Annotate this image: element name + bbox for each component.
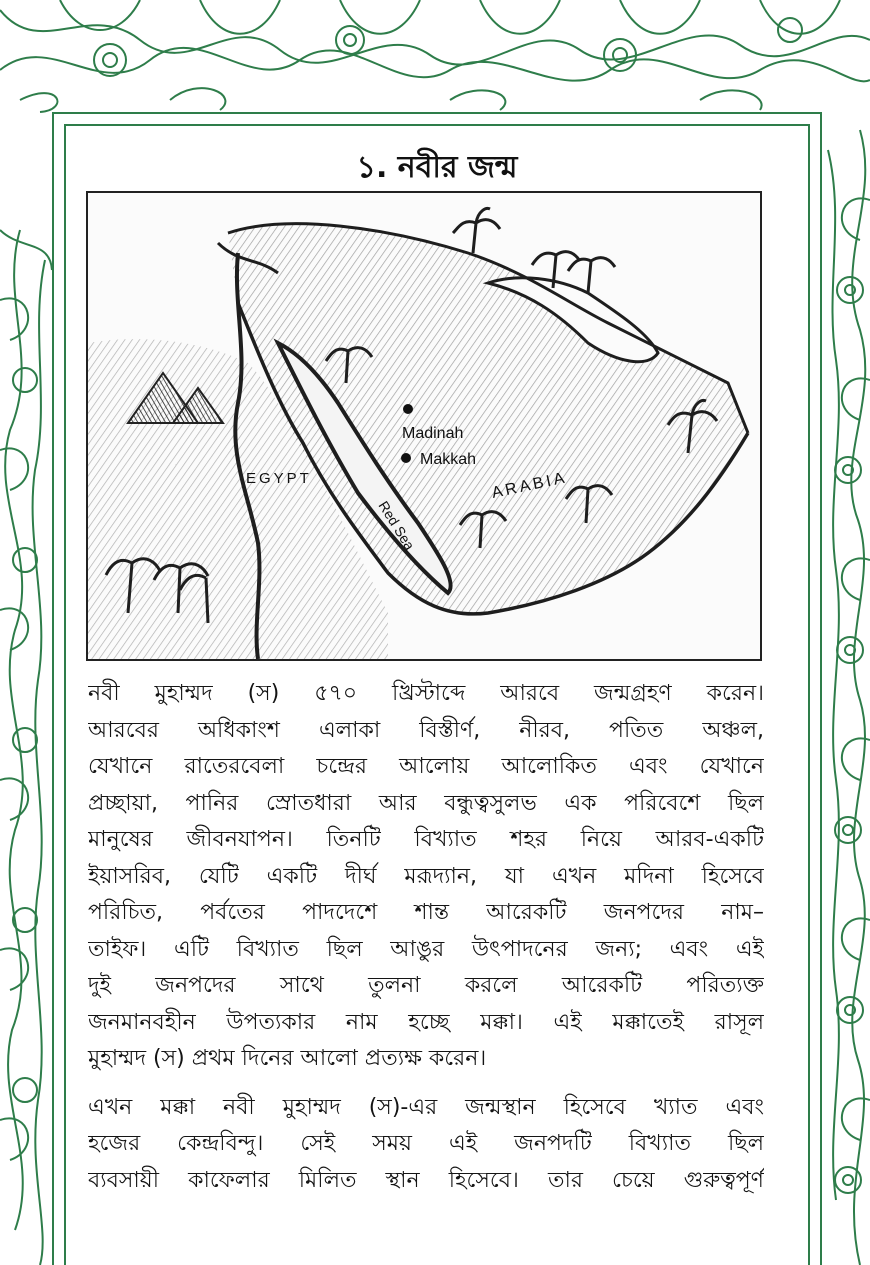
label-arabia: ARABIA: [490, 469, 569, 502]
text-line: মুহাম্মদ (স) প্রথম দিনের আলো প্রত্যক্ষ করেন।: [88, 1046, 487, 1071]
text-line: ব্যবসায়ী কাফেলার মিলিত স্থান হিসেবে। তার চেয়ে গুরুত্বপূর্ণ: [88, 1167, 764, 1193]
chapter-body: [88, 676, 764, 1199]
paragraph-2: [88, 1090, 764, 1200]
chapter-title: ১. নবীর জন্ম: [356, 150, 518, 185]
label-makkah: Makkah: [420, 451, 477, 468]
paragraph-gap: [88, 1078, 764, 1090]
text-line: এখন মক্কা নবী মুহাম্মদ (স)-এর জন্মস্থান হিসেবে খ্যাত এবং: [88, 1094, 764, 1120]
arabia-map-illustration: [86, 191, 762, 661]
text-line: হজের কেন্দ্রবিন্দু। সেই সময় এই জনপদটি বিখ্যাত ছিল: [88, 1131, 764, 1156]
text-line: জনমানবহীন উপত্যকার নাম হচ্ছে মক্কা। এই মক্কাতেই রাসূল: [88, 1009, 764, 1035]
text-line: পরিচিত, পর্বতের পাদদেশে শান্ত আরেকটি জনপদের নাম–: [88, 900, 764, 925]
text-line: ইয়াসরিব, যেটি একটি দীর্ঘ মরূদ্যান, যা এখন মদিনা হিসেবে: [88, 863, 764, 889]
label-madinah: Madinah: [402, 425, 464, 442]
text-line: নবী মুহাম্মদ (স) ৫৭০ খ্রিস্টাব্দে আরবে জন্মগ্রহণ করেন।: [88, 681, 764, 706]
text-line: দুই জনপদের সাথে তুলনা করলে আরেকটি পরিত্যক্ত: [88, 973, 764, 998]
label-red-sea: Red Sea: [375, 498, 418, 553]
paragraph-1: [88, 676, 764, 1078]
text-line: প্রচ্ছায়া, পানির স্রোতধারা আর বন্ধুত্বসুলভ এক পরিবেশে ছিল: [88, 790, 764, 816]
label-egypt: EGYPT: [246, 470, 312, 487]
map-drawing: [88, 193, 760, 659]
text-line: মানুষের জীবনযাপন। তিনটি বিখ্যাত শহর নিয়ে আরব-একটি: [88, 827, 764, 852]
text-line: আরবের অধিকাংশ এলাকা বিস্তীর্ণ, নীরব, পতিত অঞ্চল,: [88, 717, 764, 743]
text-line: তাইফ। এটি বিখ্যাত ছিল আঙুর উৎপাদনের জন্য; এবং এই: [88, 936, 764, 962]
text-line: যেখানে রাতেরবেলা চন্দ্রের আলোয় আলোকিত এবং যেখানে: [88, 754, 764, 779]
